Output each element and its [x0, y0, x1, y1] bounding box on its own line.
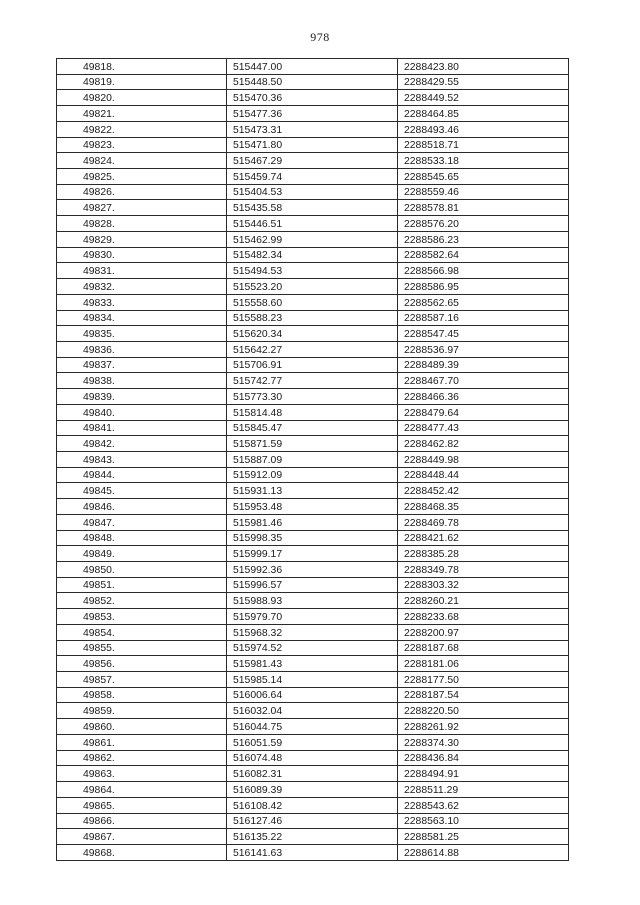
x-coordinate-cell: 515974.52 — [227, 640, 398, 656]
x-coordinate-cell: 515953.48 — [227, 499, 398, 515]
table-row — [57, 357, 569, 373]
x-coordinate-cell: 515968.32 — [227, 624, 398, 640]
x-coordinate-cell: 515931.13 — [227, 483, 398, 499]
row-number-cell: 49845. — [57, 483, 227, 499]
x-coordinate-cell: 515996.57 — [227, 577, 398, 593]
table-row — [57, 829, 569, 845]
table-row — [57, 74, 569, 90]
table-row — [57, 719, 569, 735]
table-row — [57, 90, 569, 106]
table-row — [57, 672, 569, 688]
table-row — [57, 483, 569, 499]
y-coordinate-cell: 2288586.23 — [398, 231, 569, 247]
row-number-cell: 49821. — [57, 106, 227, 122]
y-coordinate-cell: 2288582.64 — [398, 247, 569, 263]
x-coordinate-cell: 515462.99 — [227, 231, 398, 247]
y-coordinate-cell: 2288177.50 — [398, 672, 569, 688]
row-number-cell: 49836. — [57, 341, 227, 357]
table-row — [57, 530, 569, 546]
coordinates-table-body — [57, 59, 569, 861]
x-coordinate-cell: 515620.34 — [227, 326, 398, 342]
row-number-cell: 49856. — [57, 656, 227, 672]
row-number-cell: 49834. — [57, 310, 227, 326]
x-coordinate-cell: 515446.51 — [227, 216, 398, 232]
row-number-cell: 49835. — [57, 326, 227, 342]
table-row — [57, 231, 569, 247]
table-row — [57, 216, 569, 232]
table-row — [57, 593, 569, 609]
table-row — [57, 169, 569, 185]
y-coordinate-cell: 2288489.39 — [398, 357, 569, 373]
row-number-cell: 49822. — [57, 121, 227, 137]
y-coordinate-cell: 2288469.78 — [398, 514, 569, 530]
table-row — [57, 766, 569, 782]
x-coordinate-cell: 516032.04 — [227, 703, 398, 719]
x-coordinate-cell: 516089.39 — [227, 782, 398, 798]
row-number-cell: 49848. — [57, 530, 227, 546]
row-number-cell: 49852. — [57, 593, 227, 609]
x-coordinate-cell: 515742.77 — [227, 373, 398, 389]
y-coordinate-cell: 2288543.62 — [398, 797, 569, 813]
y-coordinate-cell: 2288429.55 — [398, 74, 569, 90]
y-coordinate-cell: 2288187.54 — [398, 687, 569, 703]
row-number-cell: 49838. — [57, 373, 227, 389]
y-coordinate-cell: 2288261.92 — [398, 719, 569, 735]
table-row — [57, 389, 569, 405]
row-number-cell: 49825. — [57, 169, 227, 185]
y-coordinate-cell: 2288200.97 — [398, 624, 569, 640]
row-number-cell: 49840. — [57, 404, 227, 420]
table-row — [57, 341, 569, 357]
row-number-cell: 49847. — [57, 514, 227, 530]
row-number-cell: 49839. — [57, 389, 227, 405]
y-coordinate-cell: 2288566.98 — [398, 263, 569, 279]
x-coordinate-cell: 515448.50 — [227, 74, 398, 90]
y-coordinate-cell: 2288518.71 — [398, 137, 569, 153]
table-row — [57, 310, 569, 326]
y-coordinate-cell: 2288547.45 — [398, 326, 569, 342]
y-coordinate-cell: 2288423.80 — [398, 59, 569, 75]
y-coordinate-cell: 2288220.50 — [398, 703, 569, 719]
y-coordinate-cell: 2288614.88 — [398, 844, 569, 860]
table-row — [57, 813, 569, 829]
table-row — [57, 703, 569, 719]
row-number-cell: 49831. — [57, 263, 227, 279]
row-number-cell: 49842. — [57, 436, 227, 452]
row-number-cell: 49861. — [57, 734, 227, 750]
y-coordinate-cell: 2288494.91 — [398, 766, 569, 782]
table-row — [57, 436, 569, 452]
table-row — [57, 734, 569, 750]
table-row — [57, 263, 569, 279]
table-row — [57, 562, 569, 578]
row-number-cell: 49859. — [57, 703, 227, 719]
y-coordinate-cell: 2288581.25 — [398, 829, 569, 845]
x-coordinate-cell: 515988.93 — [227, 593, 398, 609]
x-coordinate-cell: 515773.30 — [227, 389, 398, 405]
y-coordinate-cell: 2288477.43 — [398, 420, 569, 436]
table-row — [57, 577, 569, 593]
x-coordinate-cell: 516141.63 — [227, 844, 398, 860]
y-coordinate-cell: 2288448.44 — [398, 467, 569, 483]
table-row — [57, 609, 569, 625]
y-coordinate-cell: 2288233.68 — [398, 609, 569, 625]
x-coordinate-cell: 515985.14 — [227, 672, 398, 688]
x-coordinate-cell: 515404.53 — [227, 184, 398, 200]
x-coordinate-cell: 516074.48 — [227, 750, 398, 766]
y-coordinate-cell: 2288578.81 — [398, 200, 569, 216]
x-coordinate-cell: 515471.80 — [227, 137, 398, 153]
table-row — [57, 404, 569, 420]
x-coordinate-cell: 516044.75 — [227, 719, 398, 735]
table-row — [57, 279, 569, 295]
table-row — [57, 640, 569, 656]
table-row — [57, 656, 569, 672]
row-number-cell: 49863. — [57, 766, 227, 782]
y-coordinate-cell: 2288511.29 — [398, 782, 569, 798]
row-number-cell: 49828. — [57, 216, 227, 232]
x-coordinate-cell: 515999.17 — [227, 546, 398, 562]
row-number-cell: 49824. — [57, 153, 227, 169]
x-coordinate-cell: 515981.46 — [227, 514, 398, 530]
table-row — [57, 844, 569, 860]
x-coordinate-cell: 515992.36 — [227, 562, 398, 578]
x-coordinate-cell: 515979.70 — [227, 609, 398, 625]
x-coordinate-cell: 515435.58 — [227, 200, 398, 216]
y-coordinate-cell: 2288545.65 — [398, 169, 569, 185]
row-number-cell: 49850. — [57, 562, 227, 578]
table-row — [57, 624, 569, 640]
table-row — [57, 420, 569, 436]
row-number-cell: 49819. — [57, 74, 227, 90]
row-number-cell: 49833. — [57, 294, 227, 310]
table-row — [57, 514, 569, 530]
table-row — [57, 499, 569, 515]
x-coordinate-cell: 515887.09 — [227, 451, 398, 467]
table-row — [57, 137, 569, 153]
row-number-cell: 49841. — [57, 420, 227, 436]
y-coordinate-cell: 2288449.98 — [398, 451, 569, 467]
y-coordinate-cell: 2288181.06 — [398, 656, 569, 672]
x-coordinate-cell: 515470.36 — [227, 90, 398, 106]
y-coordinate-cell: 2288421.62 — [398, 530, 569, 546]
table-row — [57, 106, 569, 122]
y-coordinate-cell: 2288349.78 — [398, 562, 569, 578]
x-coordinate-cell: 516082.31 — [227, 766, 398, 782]
y-coordinate-cell: 2288466.36 — [398, 389, 569, 405]
row-number-cell: 49832. — [57, 279, 227, 295]
x-coordinate-cell: 515706.91 — [227, 357, 398, 373]
table-row — [57, 687, 569, 703]
row-number-cell: 49866. — [57, 813, 227, 829]
row-number-cell: 49827. — [57, 200, 227, 216]
row-number-cell: 49818. — [57, 59, 227, 75]
row-number-cell: 49843. — [57, 451, 227, 467]
y-coordinate-cell: 2288563.10 — [398, 813, 569, 829]
y-coordinate-cell: 2288587.16 — [398, 310, 569, 326]
y-coordinate-cell: 2288452.42 — [398, 483, 569, 499]
row-number-cell: 49829. — [57, 231, 227, 247]
row-number-cell: 49864. — [57, 782, 227, 798]
row-number-cell: 49846. — [57, 499, 227, 515]
x-coordinate-cell: 515459.74 — [227, 169, 398, 185]
x-coordinate-cell: 516006.64 — [227, 687, 398, 703]
y-coordinate-cell: 2288303.32 — [398, 577, 569, 593]
x-coordinate-cell: 515494.53 — [227, 263, 398, 279]
y-coordinate-cell: 2288462.82 — [398, 436, 569, 452]
x-coordinate-cell: 515482.34 — [227, 247, 398, 263]
x-coordinate-cell: 515588.23 — [227, 310, 398, 326]
x-coordinate-cell: 516127.46 — [227, 813, 398, 829]
table-row — [57, 121, 569, 137]
x-coordinate-cell: 515642.27 — [227, 341, 398, 357]
row-number-cell: 49844. — [57, 467, 227, 483]
table-row — [57, 750, 569, 766]
table-row — [57, 467, 569, 483]
y-coordinate-cell: 2288187.68 — [398, 640, 569, 656]
x-coordinate-cell: 515467.29 — [227, 153, 398, 169]
y-coordinate-cell: 2288467.70 — [398, 373, 569, 389]
row-number-cell: 49820. — [57, 90, 227, 106]
page-number: 978 — [310, 30, 330, 44]
y-coordinate-cell: 2288533.18 — [398, 153, 569, 169]
y-coordinate-cell: 2288464.85 — [398, 106, 569, 122]
table-row — [57, 247, 569, 263]
x-coordinate-cell: 516108.42 — [227, 797, 398, 813]
row-number-cell: 49855. — [57, 640, 227, 656]
row-number-cell: 49865. — [57, 797, 227, 813]
row-number-cell: 49854. — [57, 624, 227, 640]
x-coordinate-cell: 515477.36 — [227, 106, 398, 122]
table-row — [57, 451, 569, 467]
table-row — [57, 184, 569, 200]
table-row — [57, 294, 569, 310]
row-number-cell: 49858. — [57, 687, 227, 703]
y-coordinate-cell: 2288576.20 — [398, 216, 569, 232]
table-row — [57, 200, 569, 216]
y-coordinate-cell: 2288493.46 — [398, 121, 569, 137]
table-row — [57, 546, 569, 562]
table-row — [57, 782, 569, 798]
table-row — [57, 373, 569, 389]
x-coordinate-cell: 515912.09 — [227, 467, 398, 483]
table-row — [57, 153, 569, 169]
y-coordinate-cell: 2288586.95 — [398, 279, 569, 295]
x-coordinate-cell: 515447.00 — [227, 59, 398, 75]
table-row — [57, 326, 569, 342]
x-coordinate-cell: 516051.59 — [227, 734, 398, 750]
row-number-cell: 49853. — [57, 609, 227, 625]
x-coordinate-cell: 515523.20 — [227, 279, 398, 295]
y-coordinate-cell: 2288468.35 — [398, 499, 569, 515]
table-row — [57, 59, 569, 75]
row-number-cell: 49826. — [57, 184, 227, 200]
y-coordinate-cell: 2288260.21 — [398, 593, 569, 609]
x-coordinate-cell: 515845.47 — [227, 420, 398, 436]
row-number-cell: 49849. — [57, 546, 227, 562]
row-number-cell: 49851. — [57, 577, 227, 593]
y-coordinate-cell: 2288479.64 — [398, 404, 569, 420]
row-number-cell: 49857. — [57, 672, 227, 688]
row-number-cell: 49830. — [57, 247, 227, 263]
y-coordinate-cell: 2288436.84 — [398, 750, 569, 766]
coordinates-table — [56, 58, 569, 861]
table-row — [57, 797, 569, 813]
x-coordinate-cell: 515998.35 — [227, 530, 398, 546]
y-coordinate-cell: 2288385.28 — [398, 546, 569, 562]
row-number-cell: 49837. — [57, 357, 227, 373]
x-coordinate-cell: 515473.31 — [227, 121, 398, 137]
x-coordinate-cell: 515558.60 — [227, 294, 398, 310]
y-coordinate-cell: 2288562.65 — [398, 294, 569, 310]
y-coordinate-cell: 2288559.46 — [398, 184, 569, 200]
row-number-cell: 49862. — [57, 750, 227, 766]
row-number-cell: 49860. — [57, 719, 227, 735]
x-coordinate-cell: 515981.43 — [227, 656, 398, 672]
x-coordinate-cell: 515871.59 — [227, 436, 398, 452]
y-coordinate-cell: 2288449.52 — [398, 90, 569, 106]
y-coordinate-cell: 2288374.30 — [398, 734, 569, 750]
x-coordinate-cell: 515814.48 — [227, 404, 398, 420]
row-number-cell: 49867. — [57, 829, 227, 845]
x-coordinate-cell: 516135.22 — [227, 829, 398, 845]
row-number-cell: 49868. — [57, 844, 227, 860]
row-number-cell: 49823. — [57, 137, 227, 153]
y-coordinate-cell: 2288536.97 — [398, 341, 569, 357]
